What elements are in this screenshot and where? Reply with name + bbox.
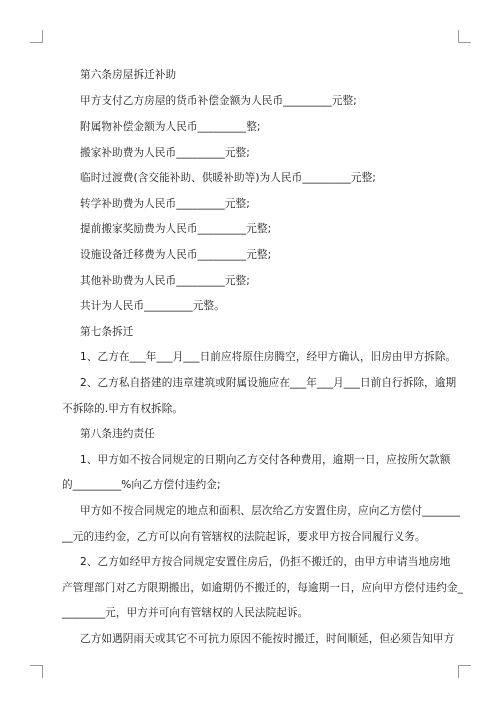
section-heading-article-7: 第七条拆迁: [80, 326, 134, 338]
paragraph-line: ________元，甲方并可向有管辖权的人民法院起诉。: [62, 607, 309, 619]
paragraph-line: 其他补助费为人民币_________元整;: [80, 275, 250, 287]
section-heading-article-8: 第八条违约责任: [80, 428, 155, 440]
paragraph-line: 产管理部门对乙方限期搬出，如逾期仍不搬迁的，每逾期一日，应向甲方偿付违约金_: [62, 582, 464, 594]
paragraph-line: 1、乙方在___年___月___日前应将原住房腾空，经甲方确认，旧房由甲方拆除。: [80, 351, 457, 363]
paragraph-line: 1、甲方如不按合同规定的日期向乙方交付各种费用，逾期一日，应按所欠款额: [80, 454, 451, 466]
paragraph-line: 搬家补助费为人民币_________元整;: [80, 147, 250, 159]
paragraph-line: 甲方如不按合同规定的地点和面积、层次给乙方安置住房，应向乙方偿付_______: [80, 505, 460, 517]
paragraph-line: 临时过渡费(含交能补助、供暖补助等)为人民币_________元整;: [80, 172, 376, 184]
paragraph-line: 的_________%向乙方偿付违约金;: [62, 479, 221, 491]
crop-mark-bottom-left: [30, 665, 43, 678]
crop-mark-top-left: [30, 30, 43, 43]
paragraph-line: 乙方如遇阴雨天或其它不可抗力原因不能按时搬迁，时间顺延，但必须告知甲方: [80, 633, 455, 645]
crop-mark-top-right: [458, 30, 471, 43]
paragraph-line: 提前搬家奖励费为人民币_________元整;: [80, 223, 272, 235]
paragraph-line: 2、乙方如经甲方按合同规定安置住房后，仍拒不搬迁的，由甲方申请当地房地: [80, 556, 451, 568]
crop-mark-bottom-right: [458, 665, 471, 678]
section-heading-article-6: 第六条房屋拆迁补助: [80, 69, 177, 81]
paragraph-line: 甲方支付乙方房屋的货币补偿金额为人民币_________元整;: [80, 95, 357, 107]
paragraph-line: 2、乙方私自搭建的违章建筑或附属设施应在___年___月___日前自行拆除，逾期: [80, 377, 457, 389]
paragraph-line: 附属物补偿金额为人民币_________整;: [80, 121, 261, 133]
paragraph-line: __元的违约金，乙方可以向有管辖权的法院起诉，要求甲方按合同履行义务。: [62, 531, 426, 543]
paragraph-line: 转学补助费为人民币_________元整;: [80, 198, 250, 210]
paragraph-line: 设施设备迁移费为人民币_________元整;: [80, 249, 272, 261]
paragraph-line: 不拆除的.甲方有权拆除。: [62, 403, 184, 415]
paragraph-line: 共计为人民币_________元整。: [80, 300, 225, 312]
